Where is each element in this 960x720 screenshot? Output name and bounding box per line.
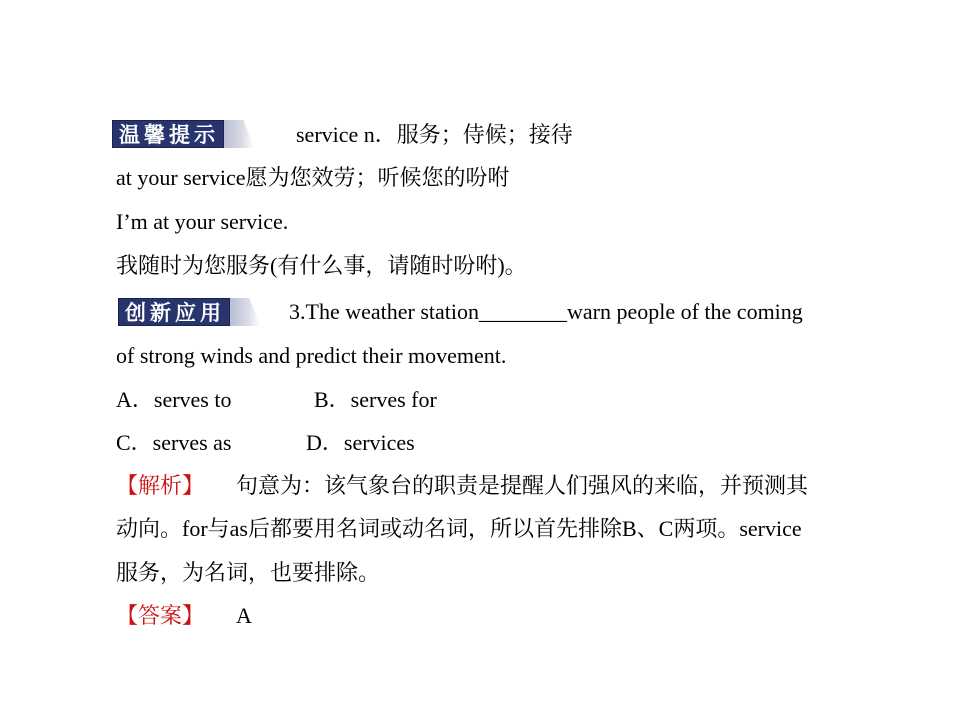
option-c: C．serves as <box>116 430 232 455</box>
analysis-text-1: 句意为：该气象台的职责是提醒人们强风的来临，并预测其 <box>236 473 809 498</box>
tip-tag-label: 温馨提示 <box>112 120 224 148</box>
analysis-line-2: 动向。for与as后都要用名词或动名词，所以首先排除B、C两项。service <box>116 516 802 541</box>
question-stem-2: of strong winds and predict their movement. <box>116 343 507 368</box>
question-tag <box>118 298 260 326</box>
answer-value: A <box>236 603 252 628</box>
option-a: A．serves to <box>116 387 232 412</box>
option-b: B．serves for <box>314 387 437 412</box>
tip-line-3: I’m at your service. <box>116 209 289 234</box>
question-tag-decoration <box>230 298 260 326</box>
analysis-label: 【解析】 <box>116 473 205 498</box>
option-row-1 <box>116 386 870 414</box>
answer-label: 【答案】 <box>116 603 205 628</box>
question-stem-1: 3.The weather station________warn people of the coming <box>289 299 803 324</box>
tip-line-4: 我随时为您服务(有什么事，请随时吩咐)。 <box>116 253 527 278</box>
answer-line <box>116 602 870 630</box>
analysis-line-1 <box>116 472 870 500</box>
option-row-2 <box>116 429 870 457</box>
tip-tag <box>112 120 254 148</box>
tip-tag-decoration <box>224 120 254 148</box>
tip-headword: service n．服务；侍候；接待 <box>296 122 573 147</box>
tip-line-2: at your service愿为您效劳；听候您的吩咐 <box>116 165 510 190</box>
question-tag-label: 创新应用 <box>118 298 230 326</box>
analysis-line-3: 服务，为名词，也要排除。 <box>116 560 381 585</box>
option-d: D．services <box>306 430 415 455</box>
